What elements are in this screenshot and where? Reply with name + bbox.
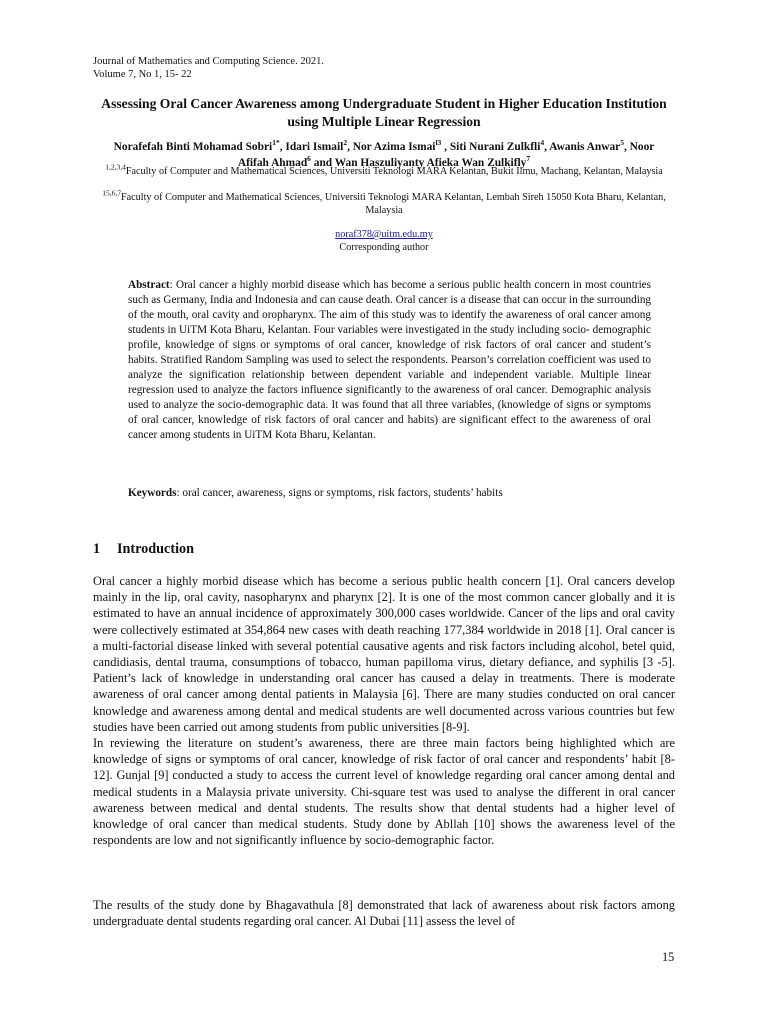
journal-volume: Volume 7, No 1, 15- 22 <box>93 69 192 80</box>
section-number: 1 <box>93 541 101 557</box>
author: Awanis Anwar$^5$, <box>549 138 630 153</box>
author: Noor Afifah Ahmad$^6$ and <box>237 141 655 169</box>
section-heading <box>93 541 194 558</box>
section-title: Introduction <box>117 541 194 557</box>
abstract-text: : Oral cancer a highly morbid disease which has become a serious public health concern in most countries such as Germany, India and Indonesia and can cause death. Oral cancer is a disease that can occur in the surrounding of the mouth, oral cavity and oropharynx. The aim of this study was to identify the awareness of oral cancer among students in UiTM Kota Bharu, Kelantan. Four variables were investigated in the study including socio- demographic profile, knowledge of signs or symptoms of oral cancer, knowledge of risk factors of oral cancer and student’s habits. Stratified Random Sampling was used to select the respondents. Pearson’s correlation coefficient was used to analyze the signification relationship between dependent variable and independent variable. Multiple linear regression used to analyze the factors influence significantly to the awareness of oral cancer. Demographic analysis used to analyze the socio-demographic data. It was found that all three variables, (knowledge of signs or symptoms of oral cancer, knowledge of risk factors of oral cancer and habits) are significant effect to the awareness of oral cancer among students in UiTM Kota Bharu, Kelantan. <box>128 279 652 441</box>
corresponding-author <box>200 229 568 254</box>
paper-title: Assessing Oral Cancer Awareness among Undergraduate Student in Higher Education Institution using Multiple Linear Regression <box>101 96 667 129</box>
affiliation: $^{1,2,3,4}$Faculty of Computer and Mathematical Sciences, Universiti Teknologi MARA Kelantan, Bukit Ilmu, Machang, Kelantan, Malaysia <box>105 162 663 177</box>
author: Wan Haszuliyanty Afieka Wan Zulkifly$^7$ <box>334 154 531 169</box>
body-text <box>93 573 675 848</box>
body-text <box>93 897 675 929</box>
journal-header <box>93 55 324 81</box>
abstract <box>128 278 651 443</box>
affiliation: $^{15,6,7}$Faculty of Computer and Mathematical Sciences, Universiti Teknologi MARA Kelantan, Lembah Sireh 15050 Kota Bharu, Kelantan, Malaysia <box>102 188 666 216</box>
keywords-text: : oral cancer, awareness, signs or symptoms, risk factors, students’ habits <box>176 487 503 499</box>
paragraph: In reviewing the literature on student’s awareness, there are three main factors being highlighted which are knowledge of signs or symptoms of oral cancer, knowledge of risk factor of oral cancer and respondents’ habit [8-12]. Gunjal [9] conducted a study to access the current level of knowledge regarding oral cancer among dental and medical students in a Malaysia private university. Chi-square test was used to analyse the different in oral cancer awareness between medical and dental students. The results show that dental students had a higher level of knowledge of oral cancer than medical students. Study done by Abllah [10] shows the awareness level of the respondents are low and not significantly influence by socio-demographic factor. <box>93 736 675 848</box>
journal-name: Journal of Mathematics and Computing Science. 2021. <box>93 56 324 67</box>
author: Nor Azima Ismai$^{l3}$ , <box>352 138 450 153</box>
abstract-label: Abstract <box>128 279 170 291</box>
keywords-label: Keywords <box>128 487 177 499</box>
paragraph: Oral cancer a highly morbid disease which has become a serious public health concern [1]. Oral cancers develop mainly in the lip, oral cavity, nasopharynx and pharynx [2]. It is one of the most common cancer globally and it is estimated to have an annual incidence of approximately 300,000 cases worldwide. Cancer of the lips and oral cavity were collectively estimated at 354,864 new cases with death reaching 177,384 worldwide in 2018 [1]. Oral cancer is a multi-factorial disease linked with several potential causative agents and risk factors including alcohol, betel quid, candidiasis, dental trauma, consumptions of tobacco, human papilloma virus, dietary defiance, and syphilis [3 -5]. Patient’s lack of knowledge in understanding oral cancer has caused a delay in treatments. There is moderate awareness of oral cancer among dental patients in Malaysia [6]. There are many studies conducted on oral cancer knowledge and awareness among dental and medical students are well documented across various countries but few studies have been carried out among students from public universities [8-9]. <box>93 574 675 734</box>
author: Norafefah Binti Mohamad Sobri$^{1*}$, <box>113 138 286 153</box>
paragraph: The results of the study done by Bhagavathula [8] demonstrated that lack of awareness about risk factors among undergraduate dental students regarding oral cancer. Al Dubai [11] assess the level of <box>93 898 675 929</box>
email-link[interactable]: noraf378@uitm.edu.my <box>335 229 433 240</box>
author: Siti Nurani Zulkfli$^4$, <box>449 138 550 153</box>
page-number: 15 <box>662 950 675 964</box>
keywords <box>128 486 651 501</box>
author: Idari Ismail$^2$, <box>285 138 353 153</box>
corresponding-label: Corresponding author <box>339 241 429 253</box>
